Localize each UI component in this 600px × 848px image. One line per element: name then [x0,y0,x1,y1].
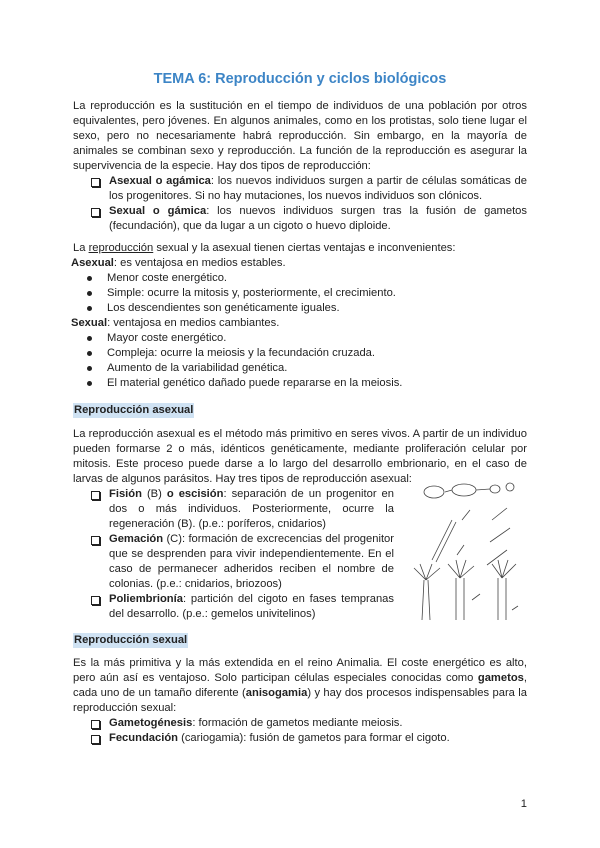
sexual-processes-list [73,716,527,746]
sexual-list [71,331,527,391]
list-item: Sexual o gámica: los nuevos individuos surgen tras la fusión de gametos (fecundación), que da lugar a un cigoto o huevo diploide. [109,205,528,232]
list-item: Gemación (C): formación de excrecencias del progenitor que se desprenden para vivir independientemente. En el caso de permanecer adheridos reciben el nombre de colonias. (p.e.: cnidarios, briozoos) [109,533,395,590]
list-item: Gametogénesis: formación de gametos mediante meiosis. [109,716,527,731]
list-item: Menor coste energético. [107,271,527,286]
sexual-summary: Sexual: ventajosa en medios cambiantes. [71,317,280,329]
comparison-paragraph: La reproducción sexual y la asexual tienen ciertas ventajas e inconvenientes: [73,242,456,254]
page-number: 1 [520,798,527,810]
types-list [73,174,527,234]
asexual-summary: Asexual: es ventajosa en medios estables. [71,257,286,269]
sexual-section [73,633,527,746]
section-paragraph: Es la más primitiva y la más extendida en el reino Animalia. El coste energético es alto, pero aún así es ventajoso. Solo participan células especiales conocidas como gametos, cada uno de un tamaño diferente (anisogamia) y hay dos procesos indispensables para la reproducción sexual: [73,657,527,714]
list-item: Poliembrionía: partición del cigoto en fases tempranas del desarrollo. (p.e.: gemelos univitelinos) [109,593,394,620]
list-item: Asexual o agámica: los nuevos individuos surgen a partir de células somáticas de los progenitores. Si no hay mutaciones, los nuevos individuos son clónicos. [109,175,527,202]
section-heading: Reproducción sexual [74,634,188,646]
list-item: Fisión (B) o escisión: separación de un progenitor en dos o más individuos. Posteriormente, ocurre la regeneración (B). (p.e.: poríferos, cnidarios) [109,488,394,530]
asexual-reproduction-illustration [412,480,528,628]
asexual-list [71,271,527,316]
section-paragraph: La reproducción asexual es el método más primitivo en seres vivos. A partir de un individuo pueden formarse 2 o más, idénticos genéticamente, mediante proliferación celular por mitosis. Este proceso puede darse a lo largo del desarrollo embrionario, en el caso de larvas de algunos parásitos. Hay tres tipos de reproducción asexual: [73,428,527,485]
intro-block [73,99,527,391]
list-item: Mayor coste energético. [107,331,527,346]
list-item: Aumento de la variabilidad genética. [107,361,527,376]
page-title: TEMA 6: Reproducción y ciclos biológicos [153,71,447,87]
intro-paragraph: La reproducción es la sustitución en el tiempo de individuos de una población por otros equivalentes, pero jóvenes. En algunos animales, como en los protistas, solo tiene lugar el sexo, pero no necesariamente habrá reproducción. Sin embargo, en la mayoría de animales se combinan sexo y reproducción. La función de la reproducción es asegurar la supervivencia de la especie. Hay dos tipos de reproducción: [73,100,527,172]
list-item: Compleja: ocurre la meiosis y la fecundación cruzada. [107,346,527,361]
section-heading: Reproducción asexual [74,404,194,416]
asexual-types-list [73,487,394,622]
list-item: El material genético dañado puede repararse en la meiosis. [107,376,527,391]
list-item: Los descendientes son genéticamente iguales. [107,301,527,316]
list-item: Fecundación (cariogamia): fusión de gametos para formar el cigoto. [109,731,527,746]
list-item: Simple: ocurre la mitosis y, posteriormente, el crecimiento. [107,286,527,301]
